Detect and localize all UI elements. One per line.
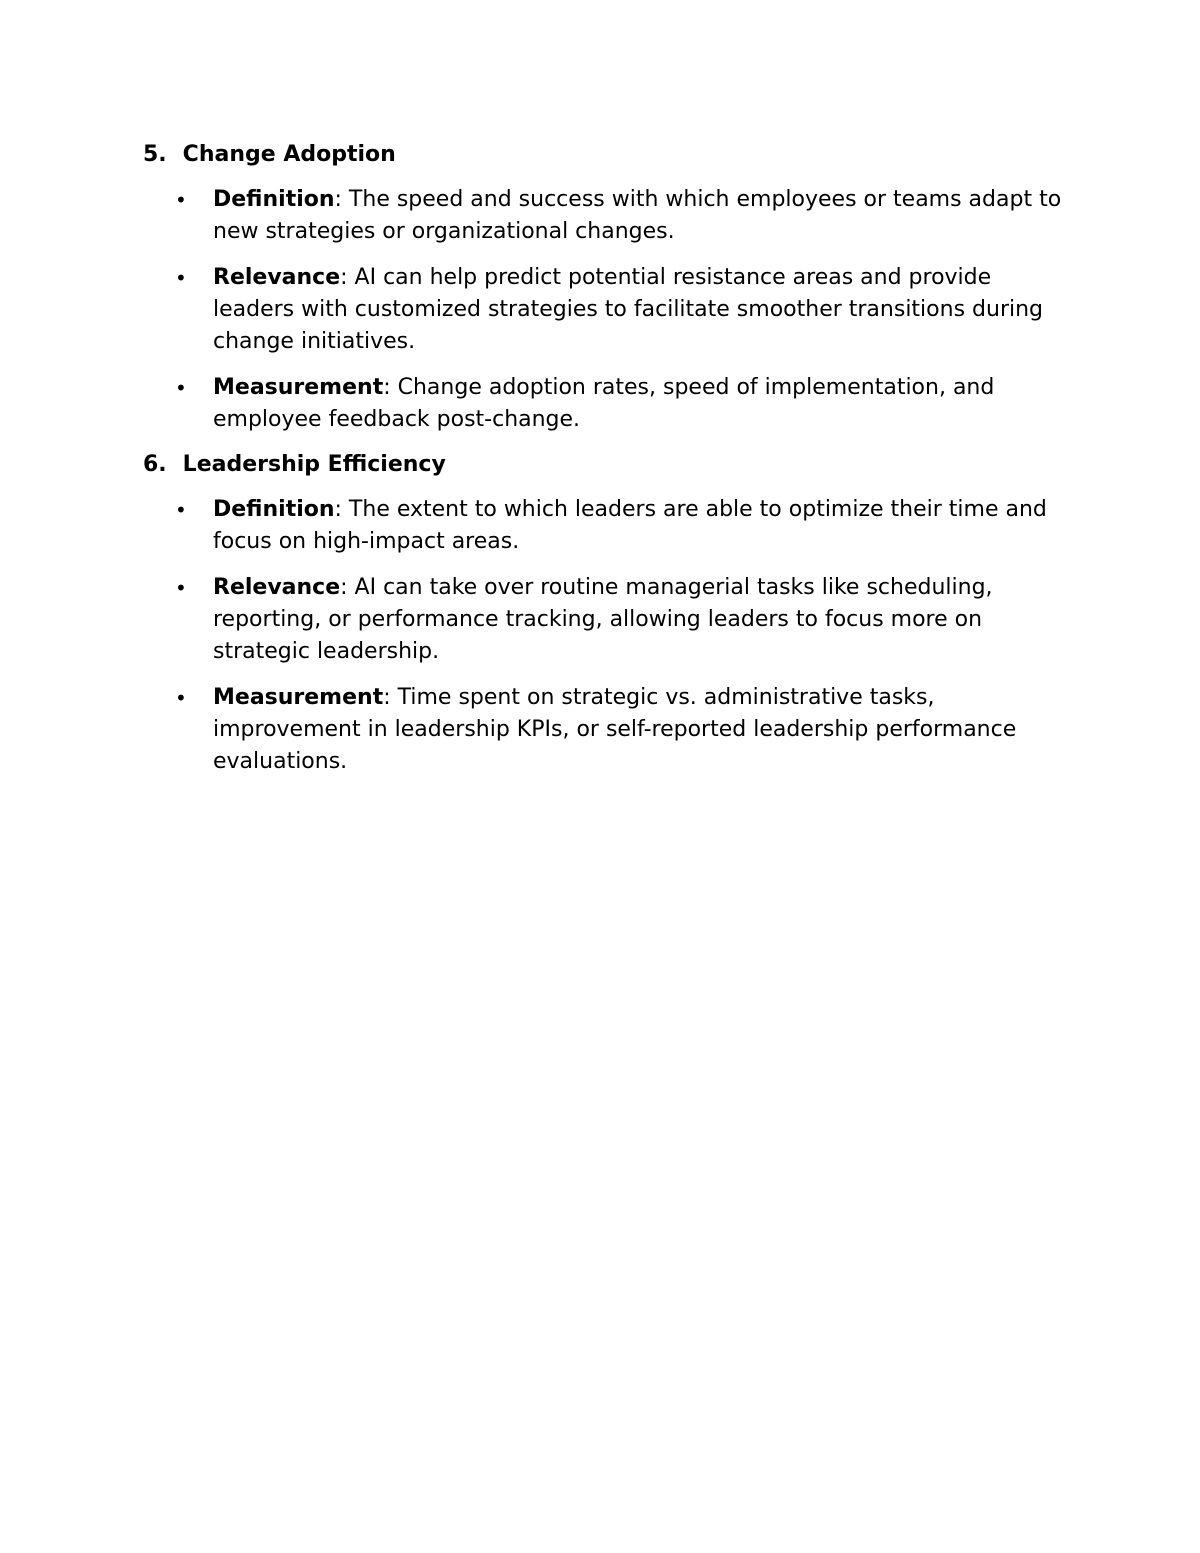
bullet-icon: • <box>175 498 187 522</box>
section-heading <box>143 448 1063 482</box>
section-heading <box>143 138 1063 172</box>
bullet-list <box>143 184 1063 436</box>
section-leadership-efficiency <box>143 448 1063 778</box>
bullet-icon: • <box>175 686 187 710</box>
section-change-adoption <box>143 138 1063 436</box>
item-text: : The speed and success with which employees or teams adapt to new strategies or organizational changes. <box>213 187 1062 244</box>
item-text: : The extent to which leaders are able to optimize their time and focus on high-impact areas. <box>213 497 1047 554</box>
bullet-icon: • <box>175 266 187 290</box>
item-term: Measurement <box>213 685 384 710</box>
item-term: Relevance <box>213 575 341 600</box>
item-term: Relevance <box>213 265 341 290</box>
item-text: : Time spent on strategic vs. administrative tasks, improvement in leadership KPIs, or self-reported leadership performance evaluations. <box>213 685 1017 774</box>
list-item <box>143 494 1063 558</box>
list-item <box>143 184 1063 248</box>
section-number: 6. <box>143 452 167 477</box>
list-item <box>143 262 1063 358</box>
document-body <box>143 138 1063 790</box>
item-text: : AI can help predict potential resistance areas and provide leaders with customized strategies to facilitate smoother transitions during change initiatives. <box>213 265 1044 354</box>
section-title: Change Adoption <box>182 142 396 167</box>
bullet-list <box>143 494 1063 778</box>
item-term: Definition <box>213 497 335 522</box>
list-item <box>143 572 1063 668</box>
item-text: : AI can take over routine managerial tasks like scheduling, reporting, or performance tracking, allowing leaders to focus more on strategic leadership. <box>213 575 993 664</box>
item-term: Definition <box>213 187 335 212</box>
bullet-icon: • <box>175 576 187 600</box>
section-title: Leadership Efficiency <box>182 452 446 477</box>
list-item <box>143 372 1063 436</box>
bullet-icon: • <box>175 188 187 212</box>
item-text: : Change adoption rates, speed of implementation, and employee feedback post-change. <box>213 375 995 432</box>
bullet-icon: • <box>175 376 187 400</box>
item-term: Measurement <box>213 375 384 400</box>
list-item <box>143 682 1063 778</box>
section-number: 5. <box>143 142 167 167</box>
